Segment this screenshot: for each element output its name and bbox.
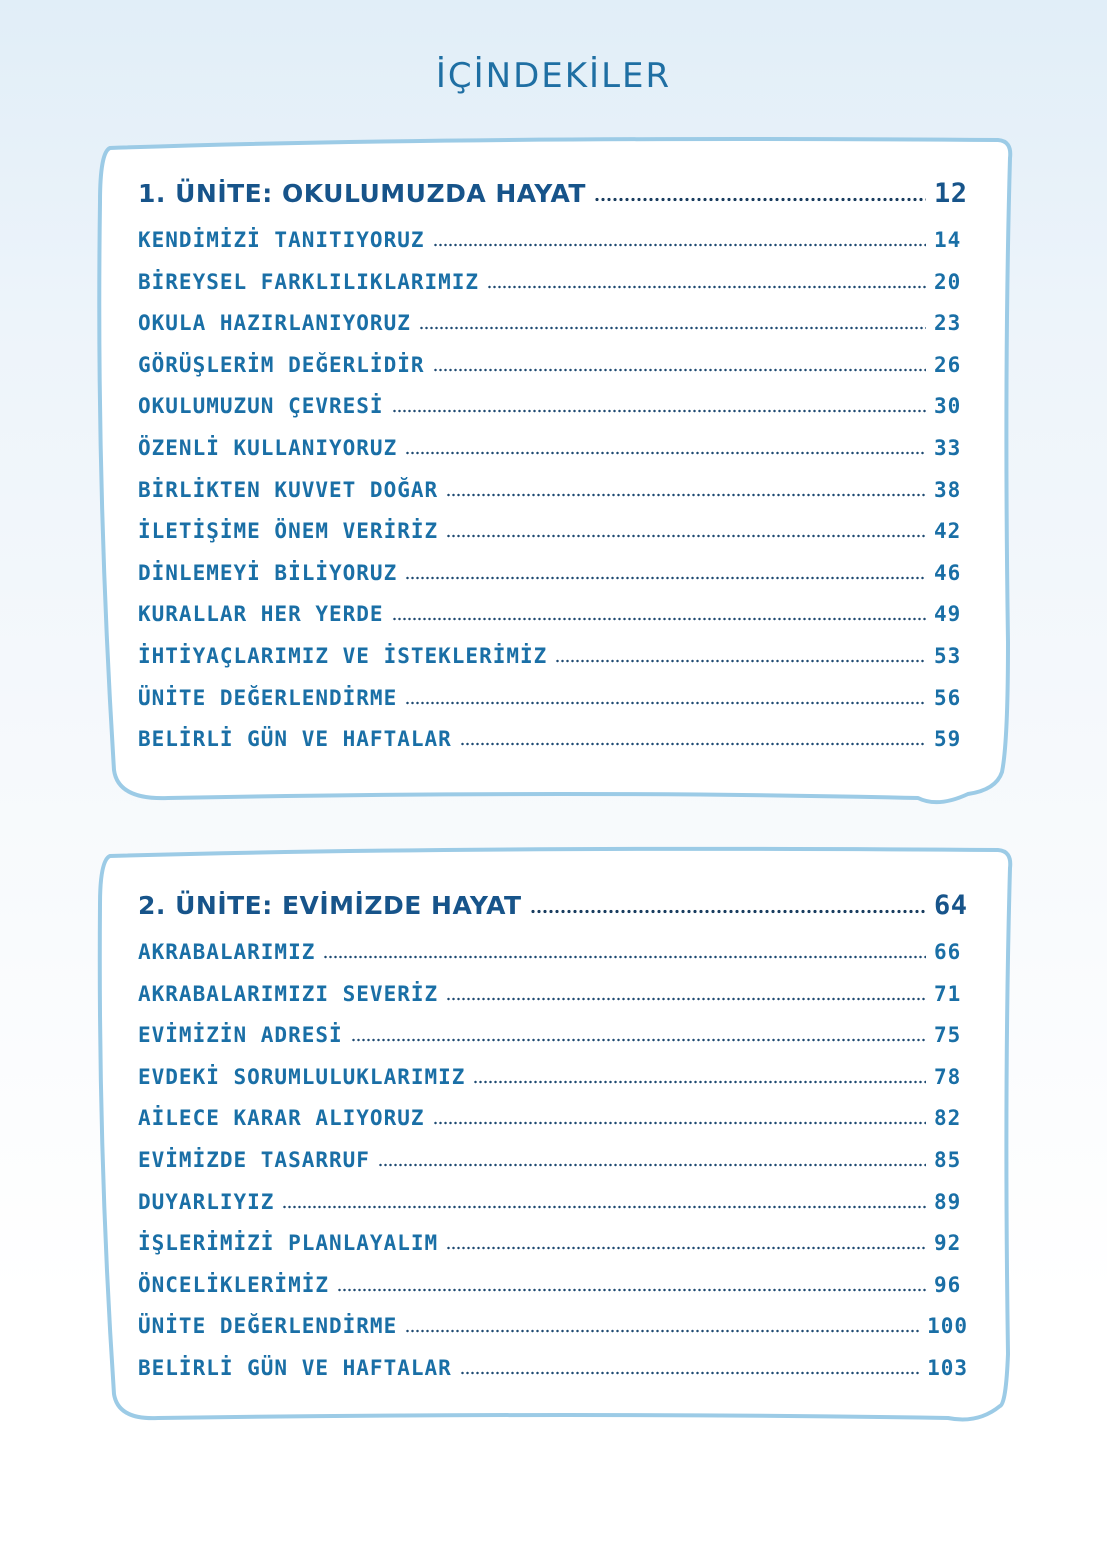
toc-entry-title: BELİRLİ GÜN VE HAFTALAR xyxy=(138,727,452,752)
toc-entry-title: ÜNİTE DEĞERLENDİRME xyxy=(138,685,398,710)
toc-entry-title: ÜNİTE DEĞERLENDİRME xyxy=(138,1314,398,1339)
leader-dots xyxy=(392,409,926,413)
toc-entry[interactable] xyxy=(138,436,968,478)
toc-entry[interactable] xyxy=(138,1231,968,1273)
toc-entry[interactable] xyxy=(138,1190,968,1232)
toc-entry[interactable] xyxy=(138,311,968,353)
leader-dots xyxy=(337,1288,926,1292)
leader-dots xyxy=(282,1205,926,1209)
toc-entry-page: 89 xyxy=(934,1189,962,1214)
leader-dots xyxy=(530,909,926,914)
toc-entry[interactable] xyxy=(138,686,968,728)
toc-entry[interactable] xyxy=(138,228,968,270)
unit-2-topic-list xyxy=(138,940,968,1398)
toc-entry-title: OKULA HAZIRLANIYORUZ xyxy=(138,311,411,336)
toc-entry-title: ÖZENLİ KULLANIYORUZ xyxy=(138,435,398,460)
unit-2-heading-row[interactable] xyxy=(138,890,968,940)
toc-entry-title: AKRABALARIMIZI SEVERİZ xyxy=(138,981,439,1006)
leader-dots xyxy=(323,955,926,959)
toc-entry-title: KENDİMİZİ TANITIYORUZ xyxy=(138,228,425,252)
leader-dots xyxy=(351,1038,926,1042)
toc-entry-title: GÖRÜŞLERİM DEĞERLİDİR xyxy=(138,352,425,377)
unit-2-heading: 2. ÜNİTE: EVİMİZDE HAYAT xyxy=(138,891,522,920)
leader-dots xyxy=(419,326,926,330)
toc-entry-title: BİREYSEL FARKLILIKLARIMIZ xyxy=(138,269,480,294)
toc-entry-title: AİLECE KARAR ALIYORUZ xyxy=(138,1106,425,1131)
unit-1-card xyxy=(78,122,1028,842)
unit-1-page: 12 xyxy=(934,178,968,209)
leader-dots xyxy=(473,1080,926,1084)
leader-dots xyxy=(433,1121,926,1125)
unit-1-topic-list xyxy=(138,228,968,769)
leader-dots xyxy=(446,997,926,1001)
toc-entry-title: DUYARLIYIZ xyxy=(138,1189,275,1214)
unit-1-toc xyxy=(138,178,968,769)
toc-entry-page: 46 xyxy=(934,560,962,585)
toc-entry[interactable] xyxy=(138,1023,968,1065)
leader-dots xyxy=(446,1246,926,1250)
toc-entry[interactable] xyxy=(138,1314,968,1356)
toc-entry-page: 38 xyxy=(934,477,962,502)
leader-dots xyxy=(378,1163,926,1167)
toc-entry-page: 92 xyxy=(934,1231,962,1256)
unit-1-heading-row[interactable] xyxy=(138,178,968,228)
leader-dots xyxy=(446,534,926,538)
toc-entry-page: 100 xyxy=(927,1314,968,1339)
toc-entry[interactable] xyxy=(138,940,968,982)
toc-entry[interactable] xyxy=(138,1356,968,1398)
toc-entry-page: 26 xyxy=(934,352,962,377)
toc-entry-page: 20 xyxy=(934,269,962,294)
leader-dots xyxy=(405,451,926,455)
toc-entry-page: 96 xyxy=(934,1272,962,1297)
unit-2-card xyxy=(78,834,1028,1554)
unit-1-heading: 1. ÜNİTE: OKULUMUZDA HAYAT xyxy=(138,179,586,208)
toc-entry[interactable] xyxy=(138,1106,968,1148)
leader-dots xyxy=(405,701,926,705)
toc-entry-page: 103 xyxy=(927,1355,968,1380)
leader-dots xyxy=(487,285,926,289)
toc-entry-page: 78 xyxy=(934,1064,962,1089)
toc-entry[interactable] xyxy=(138,394,968,436)
leader-dots xyxy=(433,368,926,372)
toc-entry-title: OKULUMUZUN ÇEVRESİ xyxy=(138,394,384,419)
toc-entry-title: KURALLAR HER YERDE xyxy=(138,602,384,627)
toc-entry[interactable] xyxy=(138,270,968,312)
leader-dots xyxy=(433,243,926,247)
toc-entry[interactable] xyxy=(138,353,968,395)
toc-entry-title: AKRABALARIMIZ xyxy=(138,940,316,964)
unit-2-page: 64 xyxy=(934,890,968,921)
toc-entry[interactable] xyxy=(138,1273,968,1315)
leader-dots xyxy=(460,1371,919,1375)
toc-entry-page: 53 xyxy=(934,643,962,668)
toc-entry-page: 56 xyxy=(934,685,962,710)
toc-entry-page: 75 xyxy=(934,1023,962,1048)
toc-entry[interactable] xyxy=(138,644,968,686)
leader-dots xyxy=(555,659,926,663)
toc-entry-page: 14 xyxy=(934,228,962,252)
toc-entry-title: BİRLİKTEN KUVVET DOĞAR xyxy=(138,477,439,502)
toc-entry[interactable] xyxy=(138,1148,968,1190)
toc-entry[interactable] xyxy=(138,982,968,1024)
toc-entry[interactable] xyxy=(138,478,968,520)
unit-2-toc xyxy=(138,890,968,1398)
toc-entry-title: ÖNCELİKLERİMİZ xyxy=(138,1272,330,1297)
toc-entry[interactable] xyxy=(138,561,968,603)
leader-dots xyxy=(392,617,926,621)
leader-dots xyxy=(405,576,926,580)
toc-entry-title: EVDEKİ SORUMLULUKLARIMIZ xyxy=(138,1064,466,1089)
page-title: İÇİNDEKİLER xyxy=(435,56,672,96)
toc-entry-page: 71 xyxy=(934,981,962,1006)
toc-entry-title: EVİMİZİN ADRESİ xyxy=(138,1023,343,1048)
toc-entry-title: İLETİŞİME ÖNEM VERİRİZ xyxy=(138,519,439,544)
toc-entry-page: 23 xyxy=(934,311,962,336)
toc-entry-title: DİNLEMEYİ BİLİYORUZ xyxy=(138,560,398,585)
toc-entry-title: İHTİYAÇLARIMIZ VE İSTEKLERİMİZ xyxy=(138,643,548,668)
toc-entry-title: EVİMİZDE TASARRUF xyxy=(138,1147,370,1172)
leader-dots xyxy=(594,197,926,202)
toc-entry-title: İŞLERİMİZİ PLANLAYALIM xyxy=(138,1231,439,1256)
toc-entry-page: 59 xyxy=(934,727,962,752)
toc-entry[interactable] xyxy=(138,602,968,644)
toc-entry-page: 30 xyxy=(934,394,962,419)
toc-entry-page: 33 xyxy=(934,435,962,460)
toc-entry[interactable] xyxy=(138,519,968,561)
toc-entry-page: 42 xyxy=(934,519,962,544)
toc-entry-page: 85 xyxy=(934,1147,962,1172)
leader-dots xyxy=(405,1329,919,1333)
toc-entry[interactable] xyxy=(138,727,968,769)
toc-entry[interactable] xyxy=(138,1065,968,1107)
leader-dots xyxy=(446,493,926,497)
toc-entry-page: 49 xyxy=(934,602,962,627)
toc-entry-title: BELİRLİ GÜN VE HAFTALAR xyxy=(138,1355,452,1380)
toc-entry-page: 66 xyxy=(934,940,962,964)
leader-dots xyxy=(460,742,926,746)
toc-entry-page: 82 xyxy=(934,1106,962,1131)
